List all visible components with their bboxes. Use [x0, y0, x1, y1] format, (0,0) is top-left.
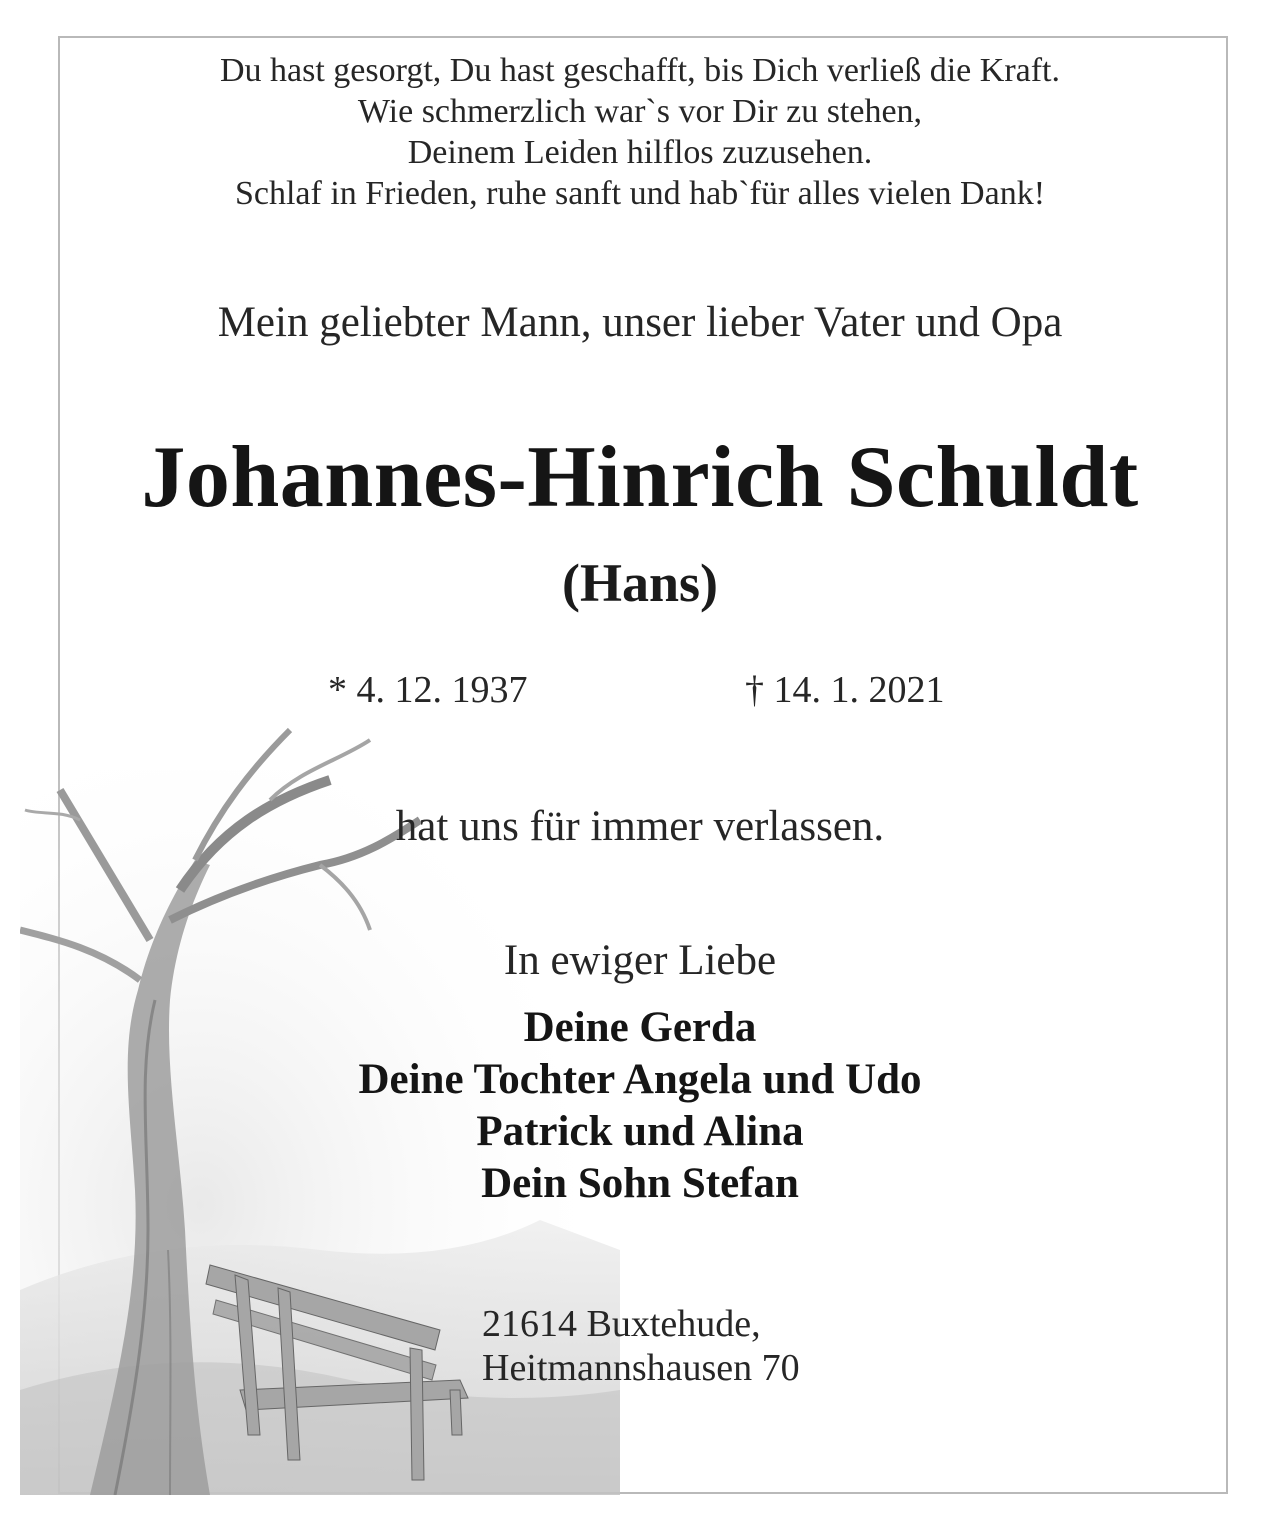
deceased-nickname: (Hans) — [561, 553, 718, 613]
deceased-name: Johannes-Hinrich Schuldt — [141, 429, 1139, 526]
poem-line: Deinem Leiden hilflos zuzusehen. — [407, 134, 873, 171]
love-line: In ewiger Liebe — [503, 937, 777, 984]
mourner-name: Dein Sohn Stefan — [481, 1160, 799, 1207]
poem — [0, 50, 1280, 214]
intro-line: Mein geliebter Mann, unser lieber Vater und Opa — [217, 299, 1063, 346]
poem-line: Du hast gesorgt, Du hast geschafft, bis Dich verließ die Kraft. — [219, 52, 1061, 89]
address-line: Heitmannshausen 70 — [482, 1347, 800, 1389]
address-block — [482, 1302, 800, 1390]
mourner-name: Deine Gerda — [523, 1004, 757, 1051]
mourner-name: Patrick und Alina — [476, 1108, 804, 1155]
address-line: 21614 Buxtehude, — [482, 1303, 761, 1345]
poem-line: Schlaf in Frieden, ruhe sanft und hab`für alles vielen Dank! — [234, 175, 1046, 212]
mourner-name: Deine Tochter Angela und Udo — [358, 1056, 922, 1103]
death-date: † 14. 1. 2021 — [745, 669, 945, 711]
mourners-list — [0, 1002, 1280, 1210]
passing-statement: hat uns für immer verlassen. — [395, 803, 885, 850]
birth-date: * 4. 12. 1937 — [328, 669, 528, 711]
poem-line: Wie schmerzlich war`s vor Dir zu stehen, — [357, 93, 923, 130]
